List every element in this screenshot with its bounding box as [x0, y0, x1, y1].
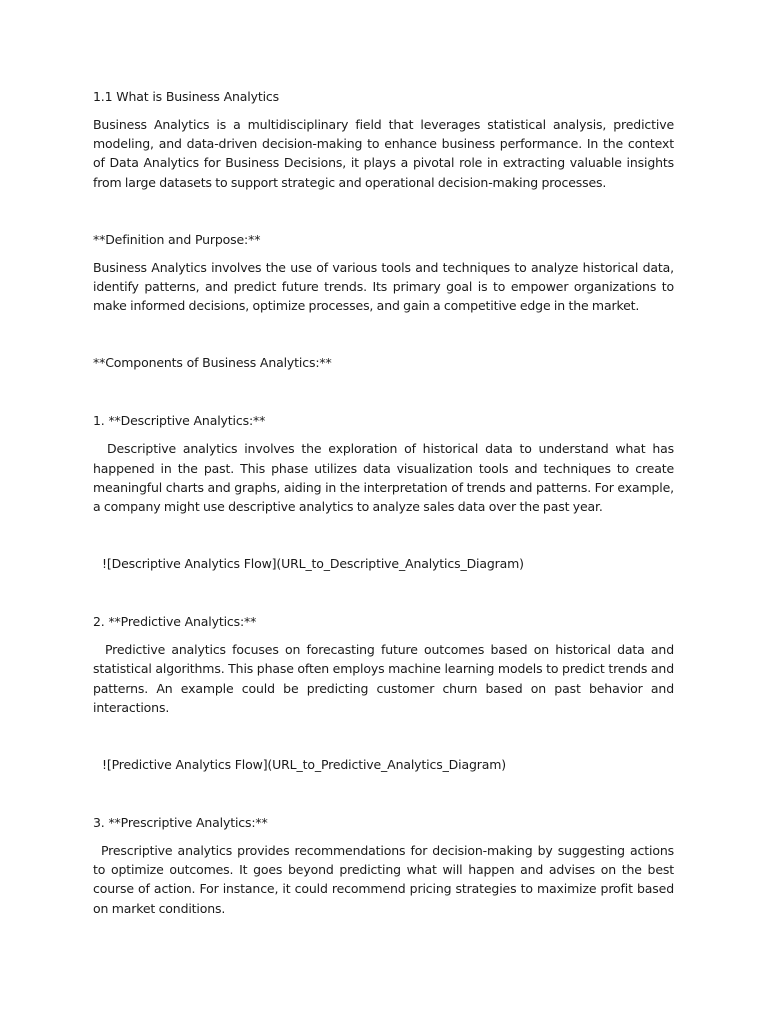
descriptive-image-reference: ![Descriptive Analytics Flow](URL_to_Descriptive_Analytics_Diagram) — [102, 556, 524, 572]
predictive-image-reference: ![Predictive Analytics Flow](URL_to_Predictive_Analytics_Diagram) — [102, 757, 507, 773]
section-heading: 1.1 What is Business Analytics — [93, 89, 279, 104]
predictive-heading: 2. **Predictive Analytics:** — [93, 614, 257, 630]
document-page — [93, 87, 674, 918]
intro-paragraph: Business Analytics is a multidisciplinary field that leverages statistical analysis, predictive modeling, and data-driven decision-making to enhance business performance. In the context of Data Analytics for Business Decisions, it plays a pivotal role in extracting valuable insights from large datasets to support strategic and operational decision-making processes. — [93, 117, 674, 190]
prescriptive-paragraph: Prescriptive analytics provides recommendations for decision-making by suggesting actions to optimize outcomes. It goes beyond predicting what will happen and advises on the best course of action. For instance, it could recommend pricing strategies to maximize profit based on market conditions. — [93, 843, 674, 916]
components-heading: **Components of Business Analytics:** — [93, 355, 332, 371]
descriptive-heading: 1. **Descriptive Analytics:** — [93, 413, 266, 429]
prescriptive-heading: 3. **Prescriptive Analytics:** — [93, 815, 268, 831]
definition-paragraph: Business Analytics involves the use of various tools and techniques to analyze historical data, identify patterns, and predict future trends. Its primary goal is to empower organizations to make informed decisions, optimize processes, and gain a competitive edge in the market. — [93, 259, 674, 314]
descriptive-paragraph: Descriptive analytics involves the exploration of historical data to understand what has happened in the past. This phase utilizes data visualization tools and techniques to create meaningful charts and graphs, aiding in the interpretation of trends and patterns. For example, a company might use descriptive analytics to analyze sales data over the past year. — [93, 441, 674, 515]
definition-heading: **Definition and Purpose:** — [93, 231, 261, 247]
predictive-paragraph: Predictive analytics focuses on forecasting future outcomes based on historical data and statistical algorithms. This phase often employs machine learning models to predict trends and patterns. An example could be predicting customer churn based on past behavior and interactions. — [93, 642, 674, 715]
